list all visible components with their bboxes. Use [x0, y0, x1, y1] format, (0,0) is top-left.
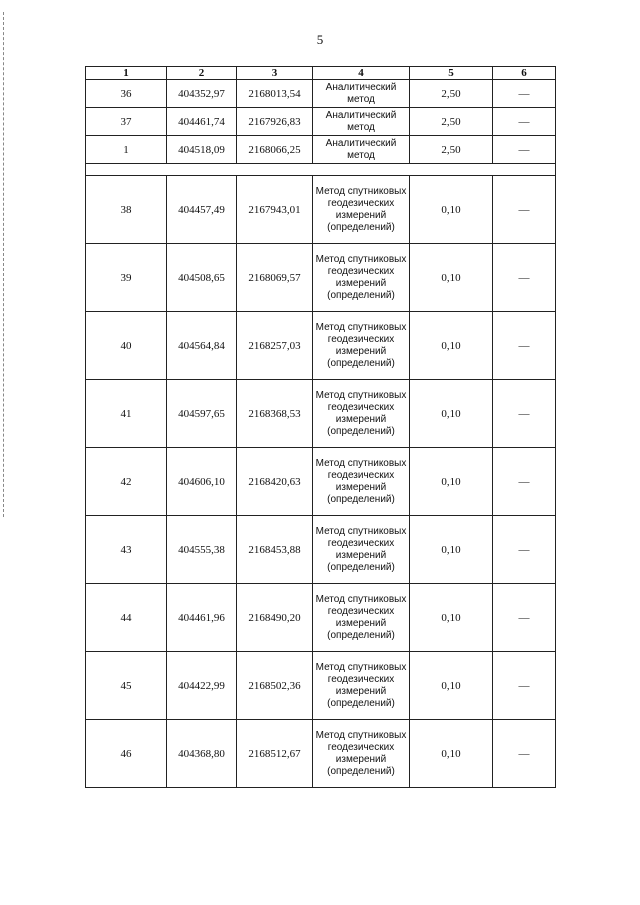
table-header-row — [86, 67, 556, 80]
header-cell: 6 — [493, 67, 556, 80]
point-number-cell: 37 — [86, 108, 167, 136]
description-cell: — — [493, 448, 556, 516]
point-number-cell: 43 — [86, 516, 167, 584]
table-row — [86, 244, 556, 312]
method-cell: Метод спутниковых геодезических измерений (определений) — [313, 516, 410, 584]
header-cell: 1 — [86, 67, 167, 80]
point-number-cell: 45 — [86, 652, 167, 720]
accuracy-cell: 0,10 — [410, 516, 493, 584]
accuracy-cell: 0,10 — [410, 448, 493, 516]
y-coordinate-cell: 2168257,03 — [237, 312, 313, 380]
accuracy-cell: 0,10 — [410, 176, 493, 244]
table-row — [86, 652, 556, 720]
x-coordinate-cell: 404555,38 — [167, 516, 237, 584]
x-coordinate-cell: 404461,74 — [167, 108, 237, 136]
x-coordinate-cell: 404368,80 — [167, 720, 237, 788]
method-cell: Метод спутниковых геодезических измерений (определений) — [313, 720, 410, 788]
description-cell: — — [493, 584, 556, 652]
table-row — [86, 516, 556, 584]
table-row — [86, 720, 556, 788]
point-number-cell: 38 — [86, 176, 167, 244]
x-coordinate-cell: 404518,09 — [167, 136, 237, 164]
description-cell: — — [493, 380, 556, 448]
description-cell: — — [493, 652, 556, 720]
coordinates-table — [85, 66, 556, 788]
y-coordinate-cell: 2168066,25 — [237, 136, 313, 164]
page-number: 5 — [316, 32, 324, 47]
description-cell: — — [493, 244, 556, 312]
method-cell: Метод спутниковых геодезических измерений (определений) — [313, 652, 410, 720]
method-cell: Метод спутниковых геодезических измерений (определений) — [313, 176, 410, 244]
point-number-cell: 1 — [86, 136, 167, 164]
x-coordinate-cell: 404564,84 — [167, 312, 237, 380]
x-coordinate-cell: 404508,65 — [167, 244, 237, 312]
accuracy-cell: 2,50 — [410, 108, 493, 136]
x-coordinate-cell: 404352,97 — [167, 80, 237, 108]
table-row — [86, 312, 556, 380]
description-cell: — — [493, 312, 556, 380]
accuracy-cell: 2,50 — [410, 80, 493, 108]
description-cell: — — [493, 80, 556, 108]
accuracy-cell: 2,50 — [410, 136, 493, 164]
table-row — [86, 380, 556, 448]
header-cell: 4 — [313, 67, 410, 80]
header-cell: 2 — [167, 67, 237, 80]
description-cell: — — [493, 136, 556, 164]
method-cell: Метод спутниковых геодезических измерений (определений) — [313, 448, 410, 516]
accuracy-cell: 0,10 — [410, 312, 493, 380]
x-coordinate-cell: 404597,65 — [167, 380, 237, 448]
y-coordinate-cell: 2168368,53 — [237, 380, 313, 448]
y-coordinate-cell: 2168512,67 — [237, 720, 313, 788]
table-row — [86, 80, 556, 108]
margin-rule — [3, 12, 4, 517]
header-cell: 3 — [237, 67, 313, 80]
point-number-cell: 46 — [86, 720, 167, 788]
table-separator-row — [86, 164, 556, 176]
point-number-cell: 44 — [86, 584, 167, 652]
x-coordinate-cell: 404457,49 — [167, 176, 237, 244]
table-row — [86, 176, 556, 244]
method-cell: Метод спутниковых геодезических измерений (определений) — [313, 312, 410, 380]
table-row — [86, 136, 556, 164]
x-coordinate-cell: 404606,10 — [167, 448, 237, 516]
header-cell: 5 — [410, 67, 493, 80]
method-cell: Аналитический метод — [313, 80, 410, 108]
point-number-cell: 42 — [86, 448, 167, 516]
method-cell: Аналитический метод — [313, 136, 410, 164]
y-coordinate-cell: 2168420,63 — [237, 448, 313, 516]
table-row — [86, 584, 556, 652]
y-coordinate-cell: 2168453,88 — [237, 516, 313, 584]
point-number-cell: 36 — [86, 80, 167, 108]
method-cell: Метод спутниковых геодезических измерений (определений) — [313, 380, 410, 448]
point-number-cell: 40 — [86, 312, 167, 380]
method-cell: Метод спутниковых геодезических измерений (определений) — [313, 244, 410, 312]
y-coordinate-cell: 2168490,20 — [237, 584, 313, 652]
y-coordinate-cell: 2167926,83 — [237, 108, 313, 136]
method-cell: Аналитический метод — [313, 108, 410, 136]
description-cell: — — [493, 108, 556, 136]
point-number-cell: 41 — [86, 380, 167, 448]
y-coordinate-cell: 2168069,57 — [237, 244, 313, 312]
y-coordinate-cell: 2167943,01 — [237, 176, 313, 244]
accuracy-cell: 0,10 — [410, 244, 493, 312]
separator-cell — [86, 164, 556, 176]
accuracy-cell: 0,10 — [410, 380, 493, 448]
x-coordinate-cell: 404422,99 — [167, 652, 237, 720]
table-row — [86, 108, 556, 136]
x-coordinate-cell: 404461,96 — [167, 584, 237, 652]
description-cell: — — [493, 176, 556, 244]
accuracy-cell: 0,10 — [410, 584, 493, 652]
y-coordinate-cell: 2168013,54 — [237, 80, 313, 108]
accuracy-cell: 0,10 — [410, 652, 493, 720]
point-number-cell: 39 — [86, 244, 167, 312]
y-coordinate-cell: 2168502,36 — [237, 652, 313, 720]
accuracy-cell: 0,10 — [410, 720, 493, 788]
table-row — [86, 448, 556, 516]
description-cell: — — [493, 516, 556, 584]
description-cell: — — [493, 720, 556, 788]
method-cell: Метод спутниковых геодезических измерений (определений) — [313, 584, 410, 652]
